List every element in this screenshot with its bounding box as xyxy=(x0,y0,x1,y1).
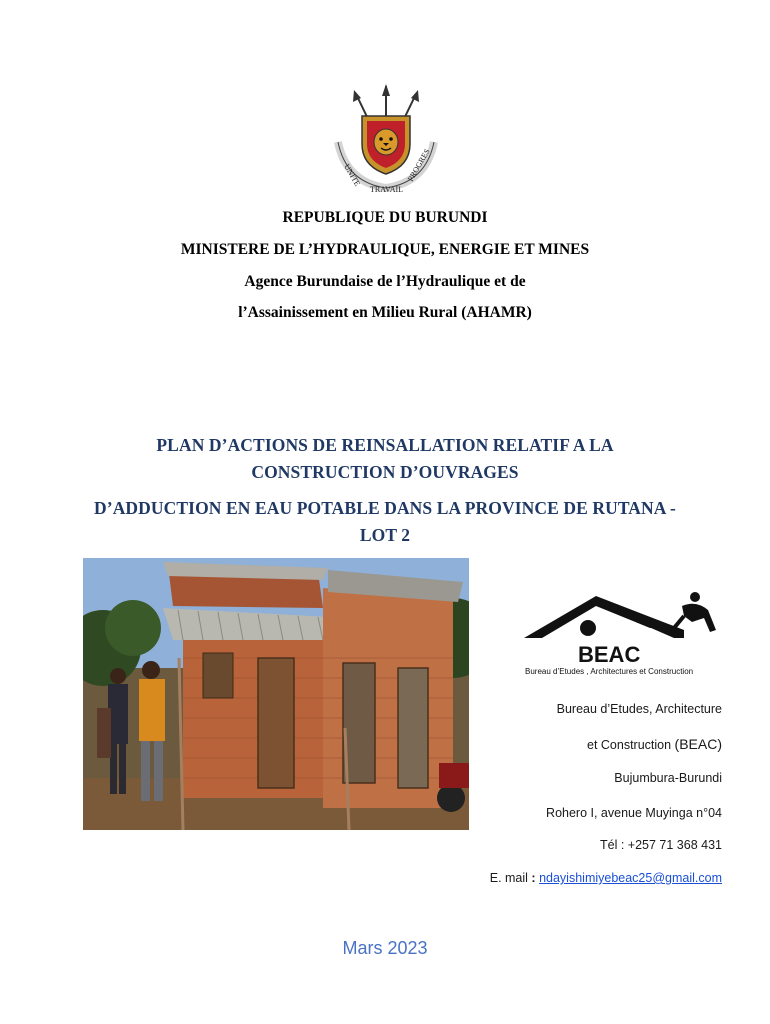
contact-email-line xyxy=(392,871,722,885)
document-title-line4: LOT 2 xyxy=(359,525,411,545)
header-ministry: MINISTERE DE L’HYDRAULIQUE, ENERGIE ET MINES xyxy=(180,241,590,258)
burundi-coat-of-arms xyxy=(326,82,446,200)
beac-logo-name: BEAC xyxy=(578,642,641,667)
contact-company-line2 xyxy=(392,736,722,752)
motto-left: UNITE xyxy=(342,162,363,188)
beac-logo-tagline: Bureau d’Etudes , Architectures et Construction xyxy=(525,667,694,676)
contact-company-prefix: et Construction xyxy=(587,738,675,752)
email-link[interactable]: ndayishimiyebeac25@gmail.com xyxy=(539,871,722,885)
email-label: E. mail xyxy=(489,871,532,885)
email-colon: : xyxy=(531,871,536,885)
contact-company-line1: Bureau d’Etudes, Architecture xyxy=(556,702,722,716)
beac-logo xyxy=(524,590,724,678)
header-agency-line2: l’Assainissement en Milieu Rural (AHAMR) xyxy=(238,304,532,321)
document-title-line1: PLAN D’ACTIONS DE REINSALLATION RELATIF A LA xyxy=(156,435,614,455)
document-title-line3: D’ADDUCTION EN EAU POTABLE DANS LA PROVINCE DE RUTANA - xyxy=(94,498,676,518)
header-republic: REPUBLIQUE DU BURUNDI xyxy=(282,209,488,226)
contact-company-acronym: (BEAC) xyxy=(674,736,722,752)
contact-phone: Tél : +257 71 368 431 xyxy=(600,838,722,852)
motto-right: PROGRES xyxy=(405,147,432,183)
motto-middle: TRAVAIL xyxy=(370,185,404,194)
document-title-line2: CONSTRUCTION D’OUVRAGES xyxy=(251,462,519,482)
header-agency-line1: Agence Burundaise de l’Hydraulique et de xyxy=(244,273,526,290)
contact-address: Rohero I, avenue Muyinga n°04 xyxy=(546,806,722,820)
contact-city: Bujumbura-Burundi xyxy=(614,771,722,785)
document-date: Mars 2023 xyxy=(342,938,428,958)
site-photo xyxy=(83,558,469,830)
